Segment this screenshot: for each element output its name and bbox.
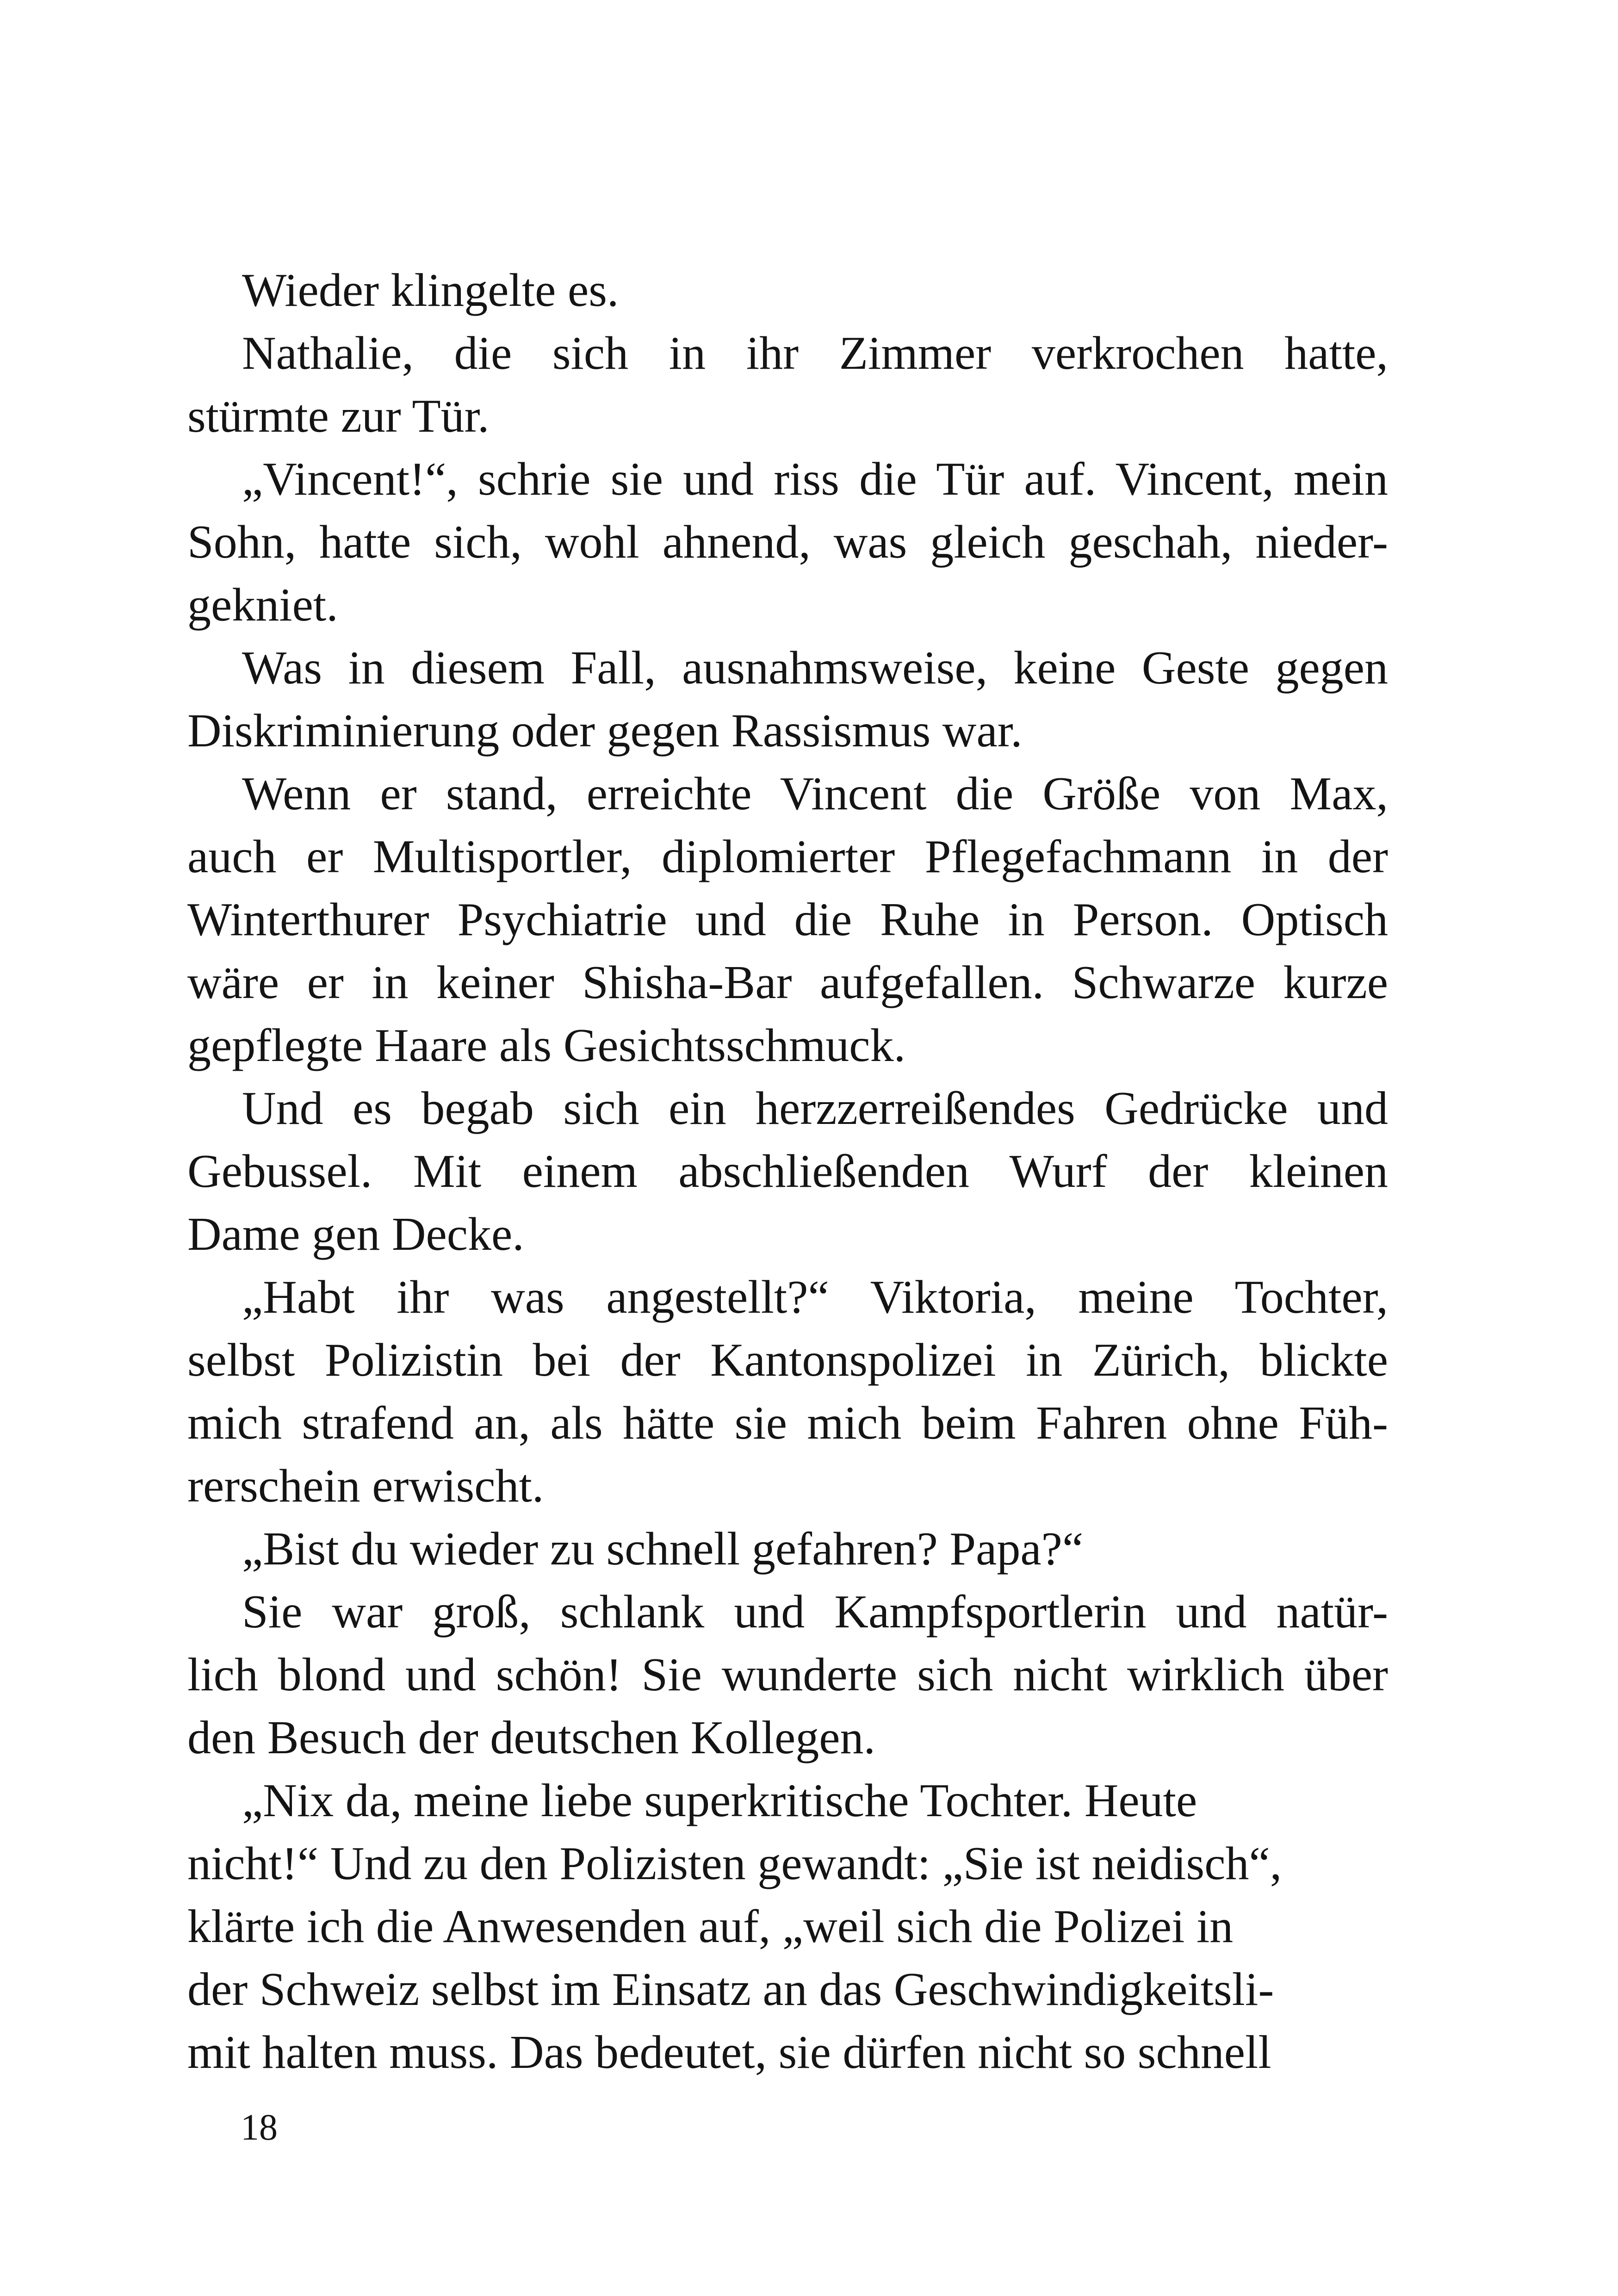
text-line: stürmte zur Tür. [187, 390, 490, 442]
text-line: mit halten muss. Das bedeutet, sie dürfen nicht so schnell [187, 2026, 1271, 2079]
text-line: Und es begab sich ein herzzerreißendes Gedrücke und [242, 1082, 1388, 1135]
body-text [187, 259, 1388, 2084]
text-line: Wenn er stand, erreichte Vincent die Größe von Max, [242, 768, 1388, 820]
page-number: 18 [241, 2107, 278, 2148]
text-line: „Vincent!“, schrie sie und riss die Tür auf. Vincent, mein [242, 453, 1388, 505]
text-line: selbst Polizistin bei der Kantonspolizei in Zürich, blickte [187, 1334, 1388, 1386]
text-line: Nathalie, die sich in ihr Zimmer verkrochen hatte, [242, 327, 1388, 379]
text-line: „Habt ihr was angestellt?“ Viktoria, meine Tochter, [242, 1271, 1388, 1323]
text-line: Sohn, hatte sich, wohl ahnend, was gleich geschah, nieder- [187, 516, 1388, 568]
text-line: Diskriminierung oder gegen Rassismus war. [187, 705, 1023, 757]
text-line: auch er Multisportler, diplomierter Pflegefachmann in der [187, 831, 1388, 883]
text-line: wäre er in keiner Shisha-Bar aufgefallen. Schwarze kurze [187, 956, 1388, 1009]
text-line: klärte ich die Anwesenden auf, „weil sich die Polizei in [187, 1900, 1234, 1953]
text-line: den Besuch der deutschen Kollegen. [187, 1712, 876, 1764]
text-line: Dame gen Decke. [187, 1208, 524, 1260]
text-line: gekniet. [187, 579, 338, 631]
text-line: „Nix da, meine liebe superkritische Tochter. Heute [242, 1775, 1197, 1827]
text-line: gepflegte Haare als Gesichtsschmuck. [187, 1019, 906, 1072]
text-line: „Bist du wieder zu schnell gefahren? Papa?“ [242, 1523, 1084, 1575]
text-line: nicht!“ Und zu den Polizisten gewandt: „Sie ist neidisch“, [187, 1837, 1282, 1890]
text-line: Wieder klingelte es. [242, 264, 619, 316]
text-line: Gebussel. Mit einem abschließenden Wurf der kleinen [187, 1145, 1388, 1198]
text-line: Was in diesem Fall, ausnahmsweise, keine Geste gegen [242, 642, 1388, 694]
text-line: Sie war groß, schlank und Kampfsportlerin und natür- [242, 1586, 1388, 1638]
text-line: mich strafend an, als hätte sie mich beim Fahren ohne Füh- [187, 1397, 1388, 1449]
text-line: rerschein erwischt. [187, 1460, 544, 1512]
text-line: der Schweiz selbst im Einsatz an das Geschwindigkeitsli- [187, 1963, 1274, 2016]
text-line: lich blond und schön! Sie wunderte sich nicht wirklich über [187, 1649, 1388, 1701]
text-line: Winterthurer Psychiatrie und die Ruhe in Person. Optisch [187, 894, 1388, 946]
